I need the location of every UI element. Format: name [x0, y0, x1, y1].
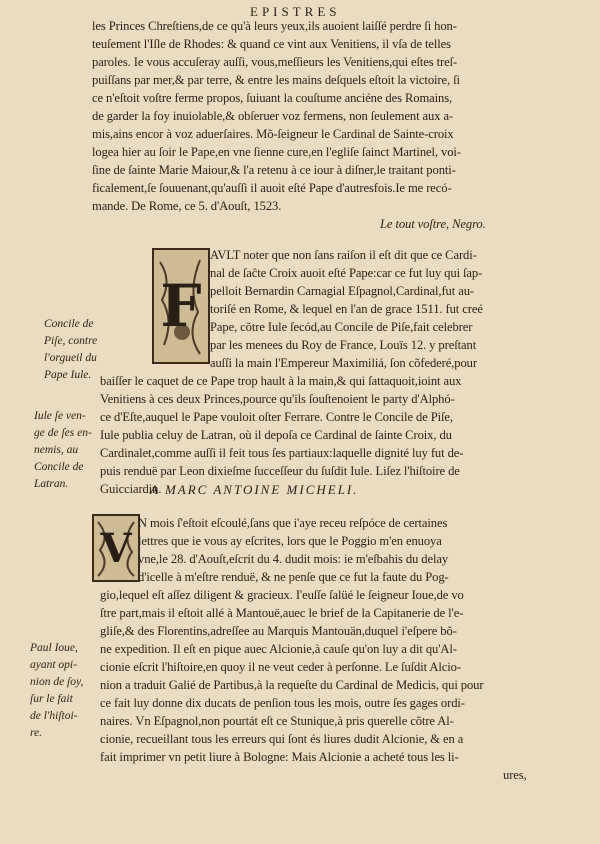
text-line: lettres que ie vous ay eſcrites, lors que le Poggio m'en enuoya [138, 534, 442, 548]
text-line: Guicciardin. [100, 482, 162, 496]
initial-letter: V [100, 524, 132, 572]
text-line: auſſi la main l'Empereur Maximiliá, ſon cõfederé,pour [210, 356, 477, 370]
text-line: par les menees du Roy de France, Louïs 12. y preſtant [210, 338, 477, 352]
text-line: ce d'Eſte,auquel le Pape vouloit oſter Ferrare. Contre le Concile de Piſe, [100, 410, 453, 424]
margin-note-paul-ioue: Paul Ioue, ayant opi- nion de ſoy, ſur le fait de l'hiſtoi- re. [30, 642, 84, 739]
text-line: fait imprimer vn petit liure à Bologne: Mais Alcionie a acheté tous les li- [100, 750, 459, 764]
text-line: de garder la foy inuiolable,& obſeruer voz fermens, non ſeulement aux a- [92, 109, 454, 123]
text-line: gio,lequel eſt aſſez diligent & gracieux. I'euſſe ſalüé le ſeigneur Ioue,de vo [100, 588, 464, 602]
text-line: teuſement l'Iſle de Rhodes: & quand ce vint aux Venitiens, il vſa de telles [92, 37, 451, 51]
text-line: N mois ſ'eſtoit eſcoulé,ſans que i'aye receu reſpóce de certaines [138, 516, 448, 530]
text-line: puis renduë par Leon dixieſme ſucceſſeur du ſuſdit Iule. Liſez l'hiſtoire de [100, 464, 460, 478]
text-line: ce n'eſtoit voſtre ferme propos, ſuiuant la couſtume anciéne des Romains, [92, 91, 453, 105]
margin-note-concile-de-pise: Concile de Piſe, contre l'orgueil du Pape Iule. [44, 318, 98, 381]
text-line: paroles. Ie vous accuſeray auſſi, vous,meſſieurs les Venitiens,qui eſtes treſ- [92, 55, 458, 69]
decorated-initial-v [92, 514, 140, 582]
text-line: ures, [503, 768, 527, 782]
text-line: ce fait luy donne dix ducats de penſion tous les mois, outre ſes gages ordi- [100, 696, 465, 710]
text-line: AVLT noter que non ſans raiſon il eſt dit que ce Cardi- [210, 248, 477, 262]
text-line: Venitiens à ces deux Princes,pource qu'ils ſouſtenoient le party d'Alphó- [100, 392, 455, 406]
margin-note-concile-de-latran: Iule ſe ven- ge de ſes en- nemis, au Concile de Latran. [34, 410, 92, 490]
text-line: toriſé en Rome, & lequel en l'an de grace 1511. fut creé [210, 302, 483, 316]
text-line: vne,le 28. d'Aouſt,eſcrit du 4. dudit mois: ie m'eſbahis du delay [138, 552, 449, 566]
text-line: ne expedition. Il eſt en pique auec Alcionie,à cauſe qu'on luy a dit qu'Al- [100, 642, 457, 656]
text-line: puiſſans par mer,& par terre, & entre les mains deſquels eſtoit la victoire, ſi [92, 73, 460, 87]
letter-signature: Le tout voſtre, Negro. [380, 217, 486, 231]
text-line: pelloit Bernardin Carnagial Eſpagnol,Cardinal,fut au- [210, 284, 474, 298]
text-line: ſtre part,mais il eſtoit allé à Mantouë,auec le brief de la Capitanerie de l'e- [100, 606, 464, 620]
text-line: gliſe,& des Florentins,adreſſee au Marquis Mantouän,duquel i'eſpere bõ- [100, 624, 457, 638]
text-line: naires. Vn Eſpagnol,non pourtát eſt ce Stunique,à pris querelle cõtre Al- [100, 714, 454, 728]
letter-heading: A MARC ANTOINE MICHELI. [150, 482, 359, 497]
text-line: cionie, recueillant tous les erreurs qui ſont és liures dudit Alcionie, & en a [100, 732, 464, 746]
text-line: ficalement,ſe ſouuenant,qu'auſſi il auoit eſté Pape d'autresfois.Ie me recó- [92, 181, 452, 195]
text-line: cionie eſcrit l'hiſtoire,en quoy il ne veut ceder à perſonne. Le ſuſdit Alcio- [100, 660, 461, 674]
text-line: nal de ſaĉte Croix auoit eſté Pape:car ce fut luy qui ſap- [210, 266, 483, 280]
running-head: EPISTRES [250, 4, 341, 19]
text-line: nion a traduit Galié de Partibus,à la requeſte du Cardinal de Medicis, qui pour [100, 678, 484, 692]
text-line: d'icelle à m'eſtre renduë, & ne penſe que ce fut la faute du Pog- [138, 570, 449, 584]
text-line: Cardinalet,comme auſſi il feit tous ſes partiaux:laquelle dignité luy fut de- [100, 446, 464, 460]
decorated-initial-f [152, 248, 210, 364]
text-line: ſine de ſainte Marie Maiour,& l'a retenu à ce iour à diſner,le traitant ponti- [92, 163, 456, 177]
text-line: les Princes Chreſtiens,de ce qu'à leurs yeux,ils auoient laiſſé perdre ſi hon- [92, 19, 457, 33]
text-line: mande. De Rome, ce 5. d'Aouſt, 1523. [92, 199, 282, 213]
text-line: baiſſer le caquet de ce Pape trop hault à la main,& qui ſattaquoit,ioint aux [100, 374, 462, 388]
text-line: mis,ains encor à voz aduerſaires. Mõ-ſeigneur le Cardinal de Sainte-croix [92, 127, 454, 141]
text-line: logea hier au ſoir le Pape,en vne ſienne cure,en l'egliſe ſainct Martinel, voi- [92, 145, 461, 159]
text-line: Iule publia celuy de Latran, où il depoſa ce Cardinal de ſainte Croix, du [100, 428, 452, 442]
text-line: Pape, cõtre Iule ſecód,au Concile de Piſe,fait celebrer [210, 320, 473, 334]
initial-letter: F [160, 272, 202, 340]
